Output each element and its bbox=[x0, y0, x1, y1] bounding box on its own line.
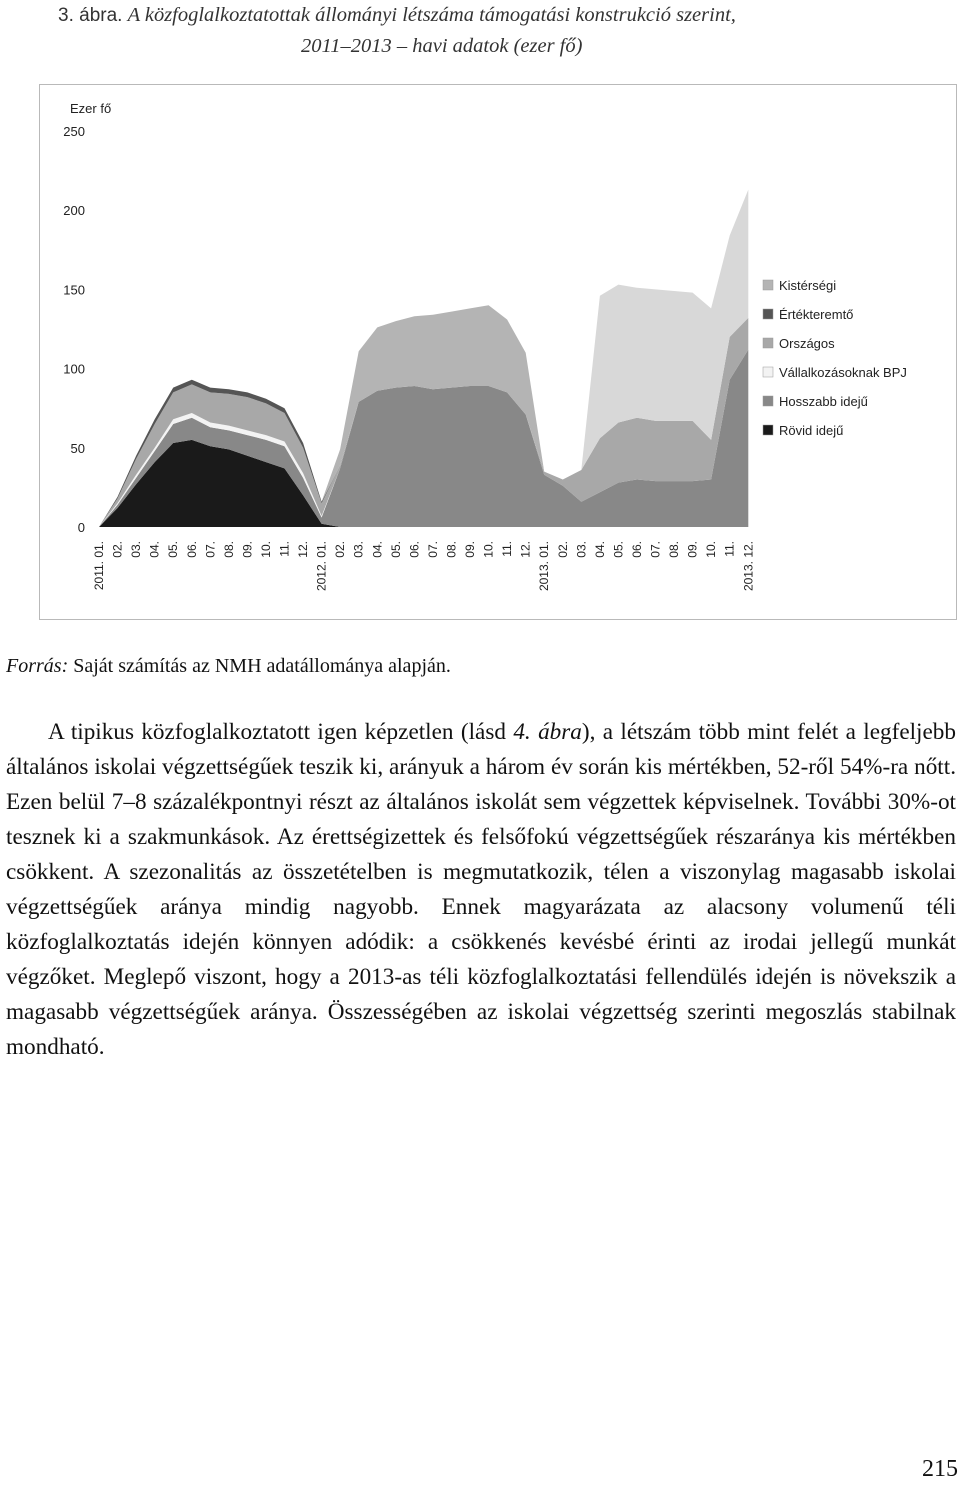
legend-swatch bbox=[763, 338, 773, 348]
x-tick-label: 02. bbox=[333, 541, 348, 558]
page-number: 215 bbox=[922, 1456, 958, 1482]
legend-entry: Hosszabb idejű bbox=[779, 394, 868, 409]
figure-label: 3. ábra. bbox=[58, 5, 123, 26]
x-tick-label: 06. bbox=[629, 541, 644, 558]
paragraph-text-2: ), a létszám több mint felét a legfeljebb általános iskolai végzettségűek teszik ki, arányuk a három év során kis mértékben, 52-ről 54%-ra nőtt. Ezen belül 7–8 százalékpontnyi részt az általános iskolát sem végzettek képviselnek. További 30%-ot tesznek ki a szakmunkások. Az érettségizettek és felsőfokú végzettségűek részaránya kis mértékben csökkent. A szezonalitás az összetételben is megmutatkozik, télen a viszonylag magasabb iskolai végzettségűek aránya mindig nagyobb. Ennek magyarázata az alacsony volumenű téli közfoglalkoztatás idején könnyen adódik: a csökkenés kevésbé érinti az irodai jellegű munkát végzőket. Meglepő viszont, hogy a 2013-as téli közfoglalkoztatási fellendülés idején is növekszik a magasabb végzettségűek aránya. Összességében az iskolai végzettség szerinti megoszlás stabilnak mondható. bbox=[6, 719, 956, 1060]
legend-entry: Kistérségi bbox=[779, 278, 837, 293]
x-tick-label: 09. bbox=[685, 541, 700, 558]
x-tick-label: 03. bbox=[129, 541, 144, 558]
x-tick-label: 2011. 01. bbox=[92, 541, 106, 591]
x-tick-label: 03. bbox=[351, 541, 366, 558]
source-text: Saját számítás az NMH adatállománya alapján. bbox=[73, 655, 451, 677]
x-tick-label: 2013. 12. bbox=[741, 541, 756, 592]
x-tick-label: 12. bbox=[296, 541, 311, 558]
figure-title-line1: A közfoglalkoztatottak állományi létszáma támogatási konstrukció szerint, bbox=[127, 4, 736, 26]
figure-reference: 4. ábra bbox=[513, 719, 582, 745]
x-tick-label: 2012. 01. bbox=[314, 541, 329, 592]
legend-swatch bbox=[763, 396, 773, 406]
x-tick-label: 06. bbox=[184, 541, 199, 558]
y-tick-label: 100 bbox=[63, 361, 85, 377]
legend-swatch bbox=[763, 367, 773, 377]
y-tick-label: 50 bbox=[70, 440, 85, 456]
x-tick-label: 08. bbox=[221, 541, 236, 558]
legend-swatch bbox=[763, 309, 773, 319]
x-tick-label: 07. bbox=[203, 541, 218, 558]
x-tick-label: 10. bbox=[704, 541, 719, 558]
legend-entry: Országos bbox=[779, 336, 835, 351]
stacked-area-chart bbox=[40, 85, 958, 621]
x-tick-label: 04. bbox=[592, 541, 607, 558]
x-tick-label: 04. bbox=[147, 541, 162, 558]
x-tick-label: 06. bbox=[407, 541, 422, 558]
legend-swatch bbox=[763, 280, 773, 290]
chart-frame bbox=[39, 84, 957, 620]
x-tick-label: 07. bbox=[648, 541, 663, 558]
y-tick-label: 250 bbox=[63, 124, 85, 139]
figure-title-line2: 2011–2013 – havi adatok (ezer fő) bbox=[301, 35, 583, 57]
body-paragraph bbox=[6, 715, 956, 1065]
x-tick-label: 02. bbox=[110, 541, 125, 558]
x-tick-label: 10. bbox=[258, 541, 273, 558]
x-tick-label: 03. bbox=[574, 541, 589, 558]
x-tick-label: 07. bbox=[425, 541, 440, 558]
legend-entry: Rövid idejű bbox=[779, 423, 844, 438]
x-tick-label: 09. bbox=[463, 541, 477, 558]
x-tick-label: 08. bbox=[667, 541, 682, 558]
x-tick-label: 04. bbox=[370, 541, 385, 558]
y-tick-label: 150 bbox=[63, 282, 85, 298]
x-tick-label: 11. bbox=[277, 541, 292, 557]
source-note bbox=[6, 652, 451, 680]
x-tick-label: 09. bbox=[240, 541, 255, 558]
x-tick-label: 05. bbox=[611, 541, 626, 558]
y-tick-label: 0 bbox=[77, 520, 85, 535]
legend-entry: Vállalkozásoknak BPJ bbox=[779, 365, 907, 380]
y-tick-label: 200 bbox=[63, 203, 85, 219]
paragraph-text-1: A tipikus közfoglalkoztatott igen képzetlen (lásd bbox=[48, 719, 514, 745]
x-tick-label: 10. bbox=[481, 541, 496, 558]
x-tick-label: 2013. 01. bbox=[537, 541, 552, 592]
figure-caption bbox=[58, 0, 938, 61]
x-tick-label: 05. bbox=[166, 541, 181, 558]
x-tick-label: 05. bbox=[388, 541, 403, 558]
x-tick-label: 11. bbox=[722, 541, 737, 557]
x-tick-label: 11. bbox=[500, 541, 515, 557]
source-label: Forrás: bbox=[6, 655, 69, 677]
y-axis-label: Ezer fő bbox=[70, 101, 112, 116]
x-tick-label: 12. bbox=[518, 541, 533, 558]
legend-swatch bbox=[763, 425, 773, 435]
x-tick-label: 08. bbox=[444, 541, 459, 558]
x-tick-label: 02. bbox=[555, 541, 570, 558]
legend-entry: Értékteremtő bbox=[779, 307, 854, 322]
